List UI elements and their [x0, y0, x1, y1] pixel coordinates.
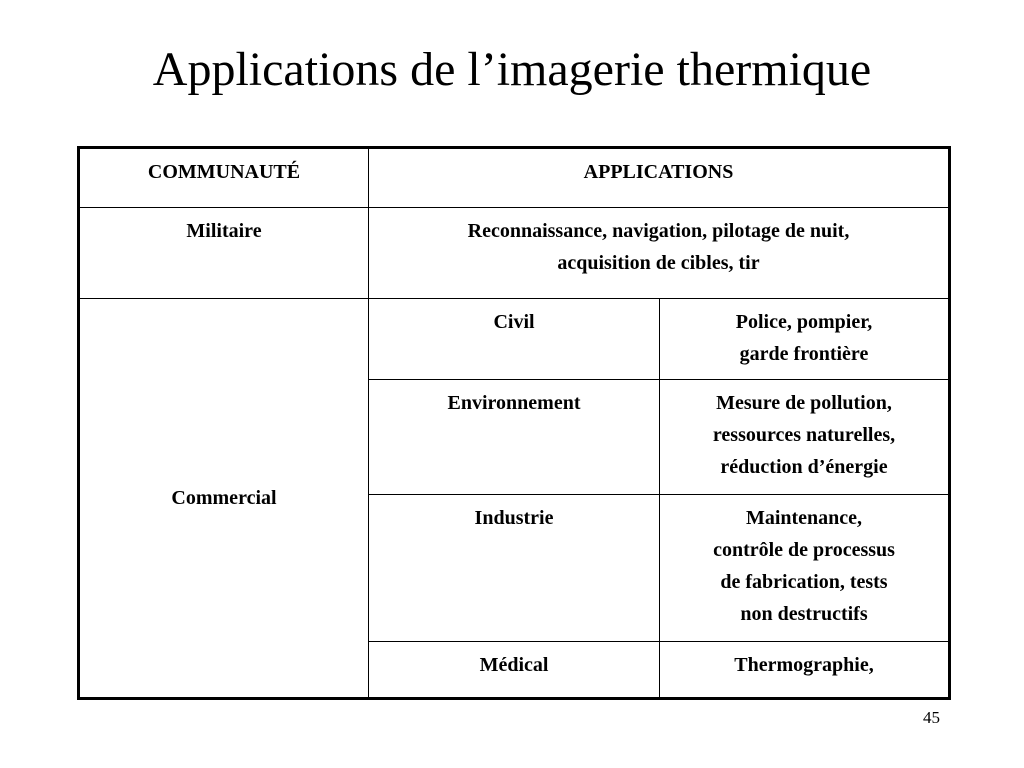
applications-table [77, 146, 951, 700]
sector-industrie: Industrie [369, 495, 660, 642]
applications-industrie-line: non destructifs [740, 603, 868, 625]
applications-environnement-line: ressources naturelles, [712, 424, 896, 446]
applications-industrie [660, 495, 950, 642]
applications-civil-line: garde frontière [739, 343, 869, 365]
slide-title: Applications de l’imagerie thermique [152, 43, 872, 96]
applications-militaire-line: Reconnaissance, navigation, pilotage de nuit, [467, 220, 850, 242]
sector-environnement: Environnement [369, 380, 660, 495]
header-applications: APPLICATIONS [369, 148, 950, 208]
applications-militaire [369, 208, 950, 299]
applications-militaire-line: acquisition de cibles, tir [557, 252, 760, 274]
applications-industrie-line: Maintenance, [745, 507, 863, 529]
applications-medical [660, 642, 950, 699]
table-row-civil [79, 299, 950, 380]
applications-civil [660, 299, 950, 380]
table-header-row [79, 148, 950, 208]
community-militaire: Militaire [79, 208, 369, 299]
sector-civil: Civil [369, 299, 660, 380]
applications-environnement-line: réduction d’énergie [720, 456, 888, 478]
applications-environnement-line: Mesure de pollution, [716, 392, 892, 414]
community-commercial: Commercial [79, 299, 369, 699]
sector-medical: Médical [369, 642, 660, 699]
applications-industrie-line: contrôle de processus [713, 539, 895, 561]
applications-environnement [660, 380, 950, 495]
page-number: 45 [923, 708, 940, 727]
applications-medical-line: Thermographie, [734, 654, 874, 676]
table-row-militaire [79, 208, 950, 299]
applications-civil-line: Police, pompier, [735, 311, 873, 333]
header-community: COMMUNAUTÉ [79, 148, 369, 208]
applications-industrie-line: de fabrication, tests [720, 571, 888, 593]
